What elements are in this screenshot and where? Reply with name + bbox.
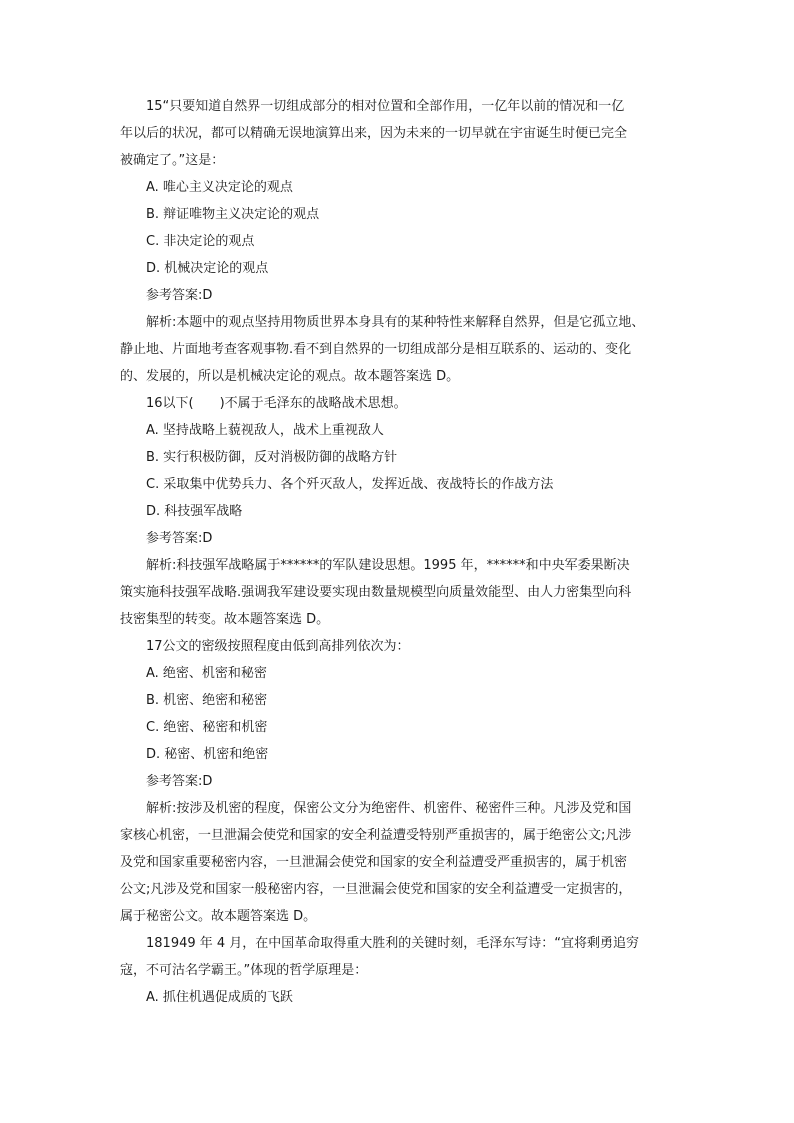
question-18 (120, 930, 680, 1011)
analysis-line: 解析:本题中的观点坚持用物质世界本身具有的某种特性来解释自然界，但是它孤立地、 (146, 315, 645, 330)
question-16 (120, 390, 680, 633)
question-17 (120, 633, 680, 930)
analysis-line: 解析:按涉及机密的程度，保密公文分为绝密件、机密件、秘密件三种。凡涉及党和国 (146, 801, 632, 816)
analysis-line: 技密集型的转变。故本题答案选 D。 (120, 612, 330, 627)
option-a: A. 抓住机遇促成质的飞跃 (146, 990, 293, 1005)
option-a: A. 绝密、机密和秘密 (146, 666, 267, 681)
analysis-line: 的、发展的，所以是机械决定论的观点。故本题答案选 D。 (120, 369, 460, 384)
analysis-line: 静止地、片面地考查客观事物.看不到自然界的一切组成部分是相互联系的、运动的、变化 (120, 342, 632, 357)
analysis-line: 及党和国家重要秘密内容，一旦泄漏会使党和国家的安全利益遭受严重损害的，属于机密 (120, 855, 628, 870)
question-stem-line: 年以后的状况，都可以精确无误地演算出来，因为未来的一切早就在宇宙诞生时便已完全 (120, 126, 628, 141)
analysis-line: 解析:科技强军战略属于******的军队建设思想。1995 年，******和中央军委果断决 (146, 558, 630, 573)
option-d: D. 机械决定论的观点 (146, 261, 269, 276)
analysis-line: 策实施科技强军战略.强调我军建设要实现由数量规模型向质量效能型、由人力密集型向科 (120, 585, 632, 600)
reference-answer: 参考答案:D (146, 288, 213, 303)
option-a: A. 唯心主义决定论的观点 (146, 180, 293, 195)
analysis-line: 公文;凡涉及党和国家一般秘密内容，一旦泄漏会使党和国家的安全利益遭受一定损害的， (120, 882, 632, 897)
reference-answer: 参考答案:D (146, 774, 213, 789)
analysis-line: 家核心机密，一旦泄漏会使党和国家的安全利益遭受特别严重损害的，属于绝密公文;凡涉 (120, 828, 632, 843)
option-d: D. 科技强军战略 (146, 504, 243, 519)
question-stem-line: 寇，不可沽名学霸王。”体现的哲学原理是： (120, 963, 368, 978)
question-stem-line: 15“只要知道自然界一切组成部分的相对位置和全部作用，一亿年以前的情况和一亿 (146, 99, 625, 114)
option-d: D. 秘密、机密和绝密 (146, 747, 269, 762)
question-stem-line: 被确定了。”这是： (120, 153, 225, 168)
option-b: B. 实行积极防御，反对消极防御的战略方针 (146, 450, 398, 465)
option-c: C. 采取集中优势兵力、各个歼灭敌人，发挥近战、夜战特长的作战方法 (146, 477, 554, 492)
question-stem-line: 16以下( )不属于毛泽东的战略战术思想。 (146, 396, 407, 411)
question-15 (120, 93, 680, 390)
analysis-line: 属于秘密公文。故本题答案选 D。 (120, 909, 317, 924)
option-c: C. 绝密、秘密和机密 (146, 720, 268, 735)
option-a: A. 坚持战略上藐视敌人，战术上重视敌人 (146, 423, 384, 438)
question-stem-line: 181949 年 4 月，在中国革命取得重大胜利的关键时刻，毛泽东写诗：“宜将剩勇追穷 (146, 936, 640, 951)
document-page (120, 93, 680, 1011)
question-stem-line: 17公文的密级按照程度由低到高排列依次为： (146, 639, 410, 654)
option-c: C. 非决定论的观点 (146, 234, 255, 249)
option-b: B. 辩证唯物主义决定论的观点 (146, 207, 320, 222)
option-b: B. 机密、绝密和秘密 (146, 693, 268, 708)
reference-answer: 参考答案:D (146, 531, 213, 546)
